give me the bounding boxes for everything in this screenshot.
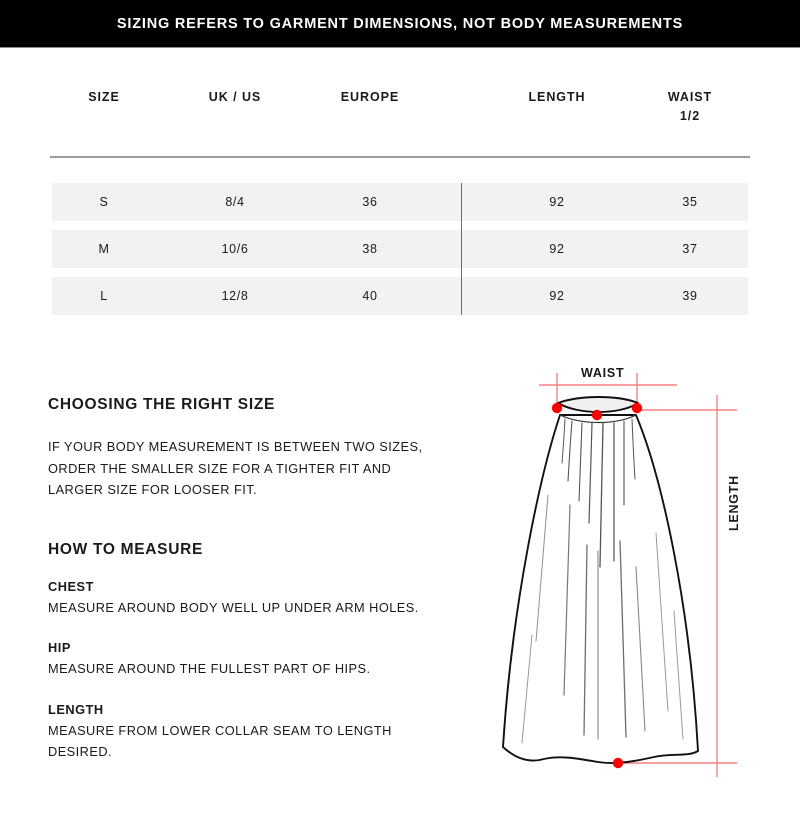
cell-size: S bbox=[99, 195, 109, 209]
table-row bbox=[52, 277, 748, 315]
cell-waist-half: 39 bbox=[682, 289, 698, 303]
choosing-line-1: IF YOUR BODY MEASUREMENT IS BETWEEN TWO SIZES, bbox=[48, 439, 423, 454]
measure-term-hip: HIP bbox=[48, 640, 71, 655]
measure-definition-length-line-1: MEASURE FROM LOWER COLLAR SEAM TO LENGTH bbox=[48, 722, 392, 738]
cell-europe: 38 bbox=[362, 242, 378, 256]
column-header-uk-us: UK / US bbox=[208, 90, 262, 104]
garment-diagram bbox=[470, 355, 800, 795]
column-header-waist-half: WAIST 1/2 bbox=[633, 88, 747, 126]
cell-europe: 36 bbox=[362, 195, 378, 209]
column-header-length: LENGTH bbox=[528, 90, 586, 104]
guidance-column bbox=[48, 396, 468, 763]
cell-length: 92 bbox=[549, 195, 565, 209]
waist-marker-right bbox=[632, 403, 642, 413]
measure-definition-hip: MEASURE AROUND THE FULLEST PART OF HIPS. bbox=[48, 661, 371, 676]
cell-uk-us: 12/8 bbox=[221, 289, 249, 303]
cell-waist-half: 37 bbox=[682, 242, 698, 256]
measure-term-chest: CHEST bbox=[48, 578, 94, 594]
measure-definition-chest: MEASURE AROUND BODY WELL UP UNDER ARM HOLES. bbox=[48, 599, 419, 615]
table-row bbox=[52, 230, 748, 268]
cell-length: 92 bbox=[549, 289, 565, 303]
measure-term-length: LENGTH bbox=[48, 701, 104, 717]
table-header-rule bbox=[50, 156, 750, 158]
cell-length: 92 bbox=[549, 242, 565, 256]
banner-title: SIZING REFERS TO GARMENT DIMENSIONS, NOT BODY MEASUREMENTS bbox=[116, 15, 684, 32]
column-header-size: SIZE bbox=[88, 90, 120, 104]
skirt-waistband bbox=[558, 397, 638, 412]
hem-marker-bottom bbox=[613, 758, 623, 768]
cell-waist-half: 35 bbox=[682, 195, 698, 209]
measure-definition-length bbox=[48, 720, 468, 763]
measure-item-chest bbox=[48, 579, 468, 619]
length-dimension-label: LENGTH bbox=[725, 471, 743, 535]
choosing-paragraph bbox=[48, 436, 468, 501]
column-header-waist-sub: 1/2 bbox=[679, 109, 701, 123]
waist-dimension-label: WAIST bbox=[576, 366, 629, 380]
measure-item-hip bbox=[48, 640, 468, 680]
cell-size: M bbox=[98, 242, 110, 256]
how-to-measure-heading: HOW TO MEASURE bbox=[48, 540, 204, 558]
cell-size: L bbox=[100, 289, 108, 303]
choosing-line-3: LARGER SIZE FOR LOOSER FIT. bbox=[48, 482, 258, 497]
table-vertical-divider bbox=[461, 183, 462, 315]
header-banner bbox=[0, 0, 800, 48]
cell-uk-us: 10/6 bbox=[221, 242, 249, 256]
table-body bbox=[0, 183, 800, 326]
choosing-heading: CHOOSING THE RIGHT SIZE bbox=[48, 396, 276, 413]
size-table bbox=[0, 48, 800, 338]
choosing-line-2: ORDER THE SMALLER SIZE FOR A TIGHTER FIT AND bbox=[48, 460, 392, 476]
measure-definition-length-line-2: DESIRED. bbox=[48, 744, 113, 759]
measure-item-length bbox=[48, 702, 468, 763]
table-row bbox=[52, 183, 748, 221]
skirt-illustration bbox=[503, 397, 698, 763]
waist-marker-left bbox=[552, 403, 562, 413]
skirt-body bbox=[503, 415, 698, 763]
waist-marker-center bbox=[592, 410, 602, 420]
cell-uk-us: 8/4 bbox=[225, 195, 245, 209]
table-header-row bbox=[0, 88, 800, 148]
column-header-europe: EUROPE bbox=[340, 90, 400, 104]
cell-europe: 40 bbox=[362, 289, 378, 303]
